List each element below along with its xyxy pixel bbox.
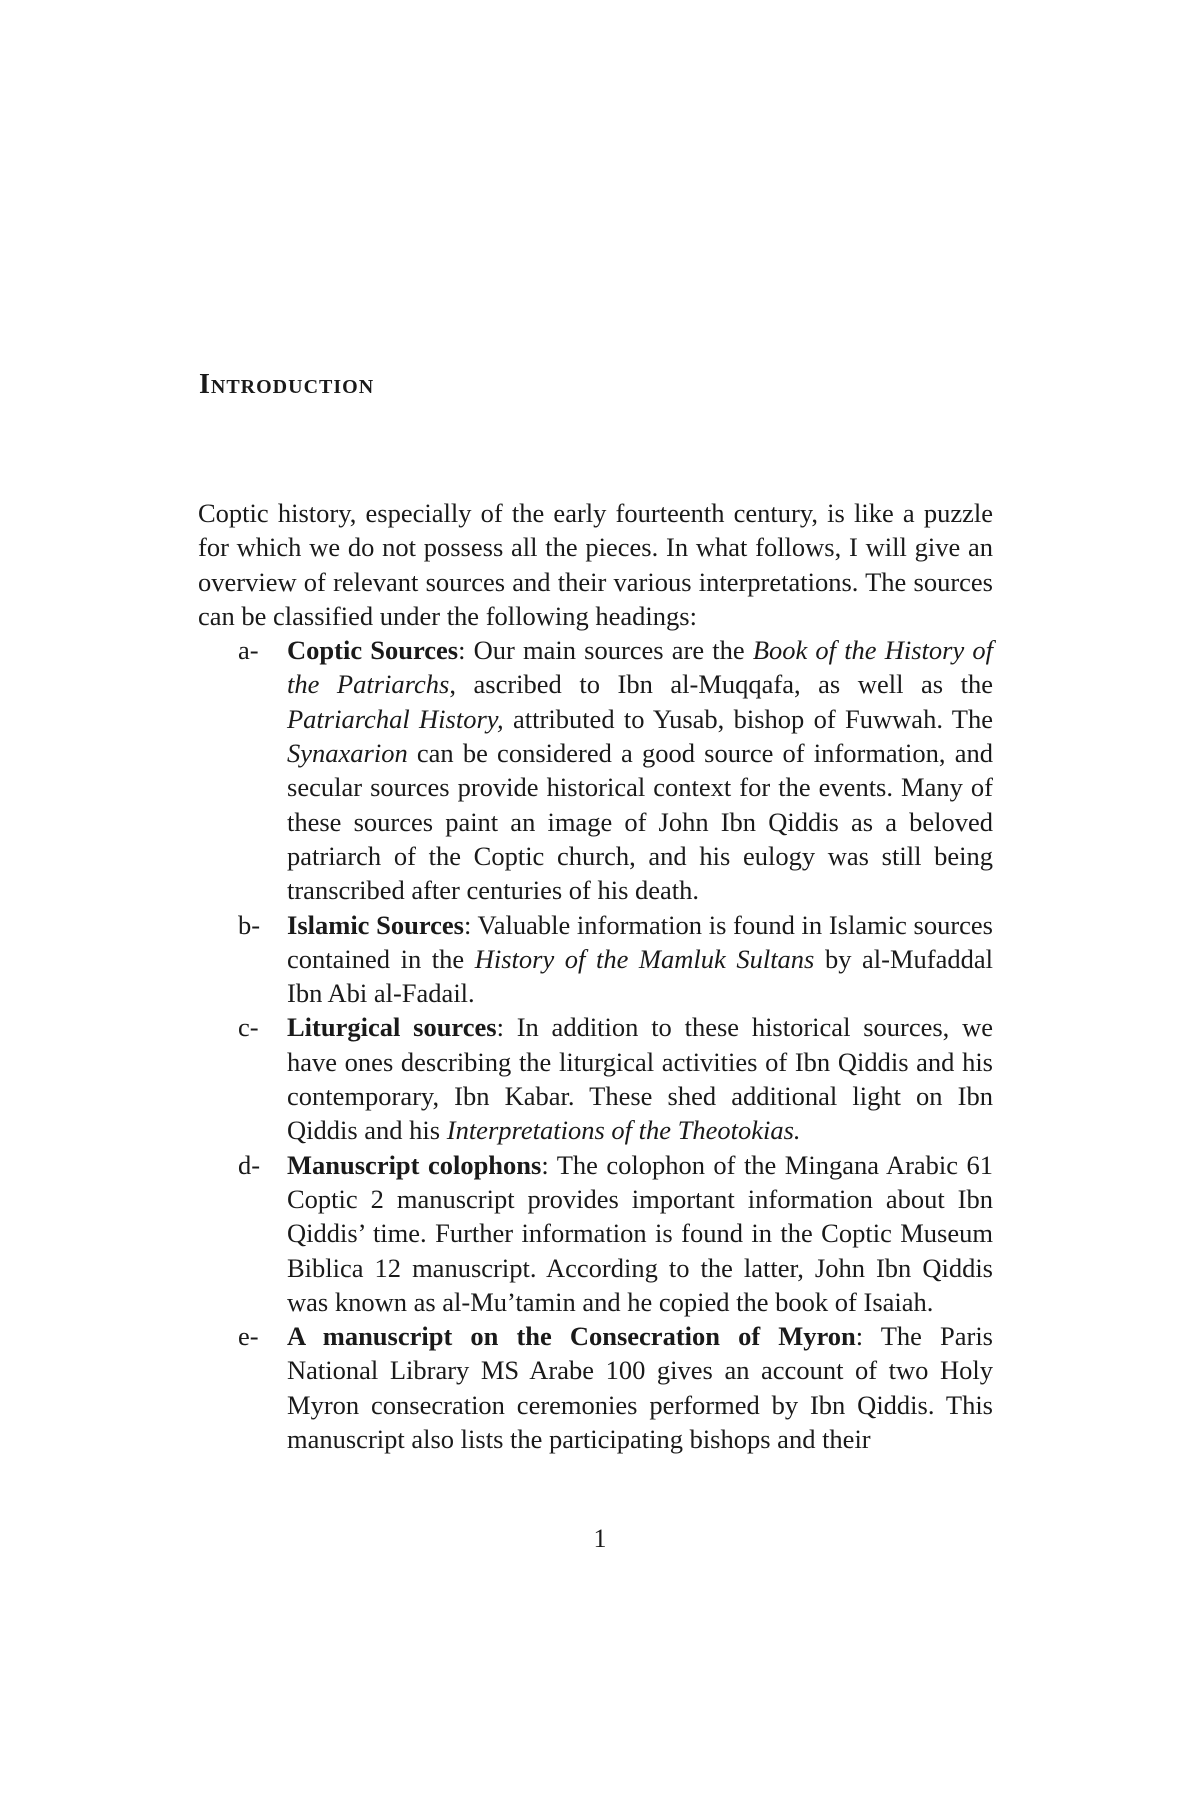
list-item <box>198 908 993 1011</box>
list-item <box>198 1010 993 1147</box>
text-run: , ascribed to Ibn al-Muqqafa, as well as the <box>449 669 993 700</box>
text-run: attributed to Yusab, bishop of Fuwwah. The <box>503 703 994 734</box>
italic-title: Book of the History of the Patriarchs <box>287 635 993 700</box>
list-item-text <box>287 1319 993 1456</box>
text-run: : Our main sources are the <box>458 635 753 666</box>
list-item-label: A manuscript on the Consecration of Myron <box>287 1321 856 1352</box>
list-item <box>198 1319 993 1456</box>
source-list <box>198 633 993 1456</box>
list-marker: b- <box>238 909 261 940</box>
italic-title: Patriarchal History, <box>287 703 504 734</box>
list-item-body <box>287 635 993 905</box>
intro-paragraph: Coptic history, especially of the early fourteenth century, is like a puzzle for which we do not possess all the pieces. In what follows, I will give an overview of relevant sources and their various interpretations. The sources can be classified under the following headings: <box>198 498 993 631</box>
list-item <box>198 1148 993 1319</box>
list-item-text <box>287 633 993 907</box>
body-text <box>198 496 993 1456</box>
list-item-text <box>287 1010 993 1147</box>
list-item-label: Coptic Sources <box>287 635 459 666</box>
text-run: : Valuable information is found in Islamic sources contained in the <box>287 909 993 974</box>
italic-title: History of the Mamluk Sultans <box>474 943 815 974</box>
text-run: : In addition to these historical sources, we have ones describing the liturgical activities of Ibn Qiddis and his contemporary, Ibn Kabar. These shed additional light on Ibn Qiddis and his <box>287 1012 993 1146</box>
list-marker: e- <box>238 1321 259 1352</box>
list-item-text <box>287 908 993 1011</box>
text-run: : The Paris National Library MS Arabe 100 gives an account of two Holy Myron consecration ceremonies performed by Ibn Qiddis. This manuscript also lists the participating bishops and their <box>287 1321 993 1455</box>
list-item <box>198 633 993 907</box>
chapter-heading: Introduction <box>199 369 375 400</box>
text-run: by al-Mufaddal Ibn Abi al-Fadail. <box>287 943 993 1009</box>
list-marker: c- <box>238 1012 259 1043</box>
list-item-text <box>287 1148 993 1319</box>
text-run: : The colophon of the Mingana Arabic 61 Coptic 2 manuscript provides important information about Ibn Qiddis’ time. Further information is found in the Coptic Museum Biblica 12 manuscript. According to the latter, John Ibn Qiddis was known as al-Mu’tamin and he copied the book of Isaiah. <box>287 1149 993 1317</box>
list-item-label: Manuscript colophons <box>287 1149 542 1180</box>
list-item-label: Liturgical sources <box>287 1012 497 1043</box>
list-marker: d- <box>238 1149 261 1180</box>
list-item-label: Islamic Sources <box>287 909 464 940</box>
italic-title: Interpretations of the Theotokias. <box>446 1115 801 1146</box>
page-number: 1 <box>593 1524 607 1553</box>
list-marker: a- <box>238 635 259 666</box>
italic-title: Synaxarion <box>287 738 408 769</box>
text-run: can be considered a good source of information, and secular sources provide historical context for the events. Many of these sources paint an image of John Ibn Qiddis as a beloved patriarch of the Coptic church, and his eulogy was still being transcribed after centuries of his death. <box>287 738 993 906</box>
